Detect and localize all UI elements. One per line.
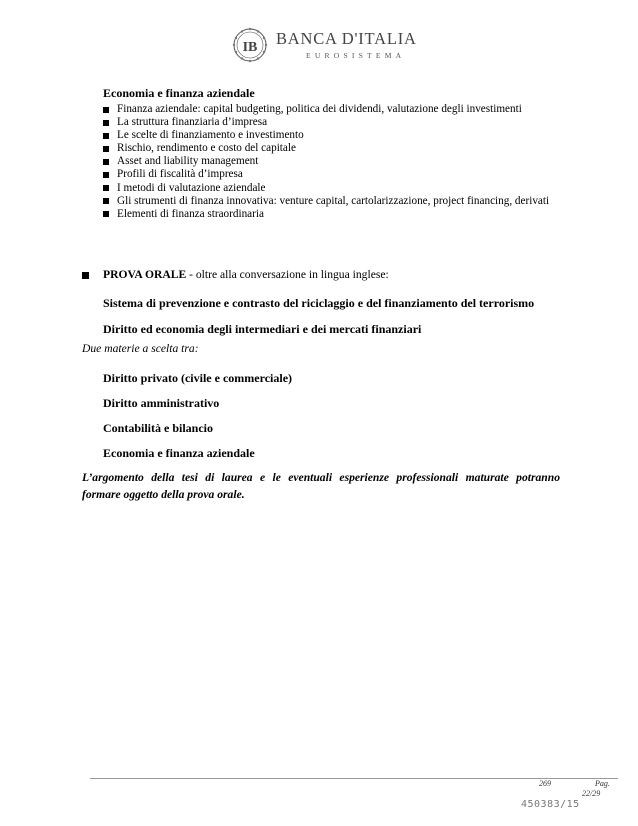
list-item: Elementi di finanza straordinaria (103, 208, 558, 221)
svg-text:IB: IB (242, 40, 258, 55)
list-item: Finanza aziendale: capital budgeting, politica dei dividendi, valutazione degli investimenti (103, 103, 558, 116)
square-bullet-icon (103, 120, 109, 126)
list-item: Rischio, rendimento e costo del capitale (103, 142, 558, 155)
square-bullet-icon (103, 172, 109, 178)
prova-orale-label: PROVA ORALE (103, 268, 187, 281)
list-item: I metodi di valutazione aziendale (103, 182, 558, 195)
list-item: Asset and liability management (103, 155, 558, 168)
page-number: 22/29 (582, 789, 601, 798)
square-bullet-icon (103, 211, 109, 217)
banca-italia-seal-icon (232, 25, 268, 65)
square-bullet-icon (103, 198, 109, 204)
footer-number: 269 (539, 779, 551, 788)
scelta-intro: Due materie a scelta tra: (82, 342, 199, 355)
section-title: Economia e finanza aziendale (103, 86, 255, 100)
page-label: Pag. (595, 779, 610, 788)
list-item: Gli strumenti di finanza innovativa: venture capital, cartolarizzazione, project financing, derivati (103, 195, 558, 208)
topic-list (103, 103, 558, 221)
square-bullet-icon (103, 133, 109, 139)
brand-name: BANCA D'ITALIA (276, 29, 417, 48)
closing-note: L’argomento della tesi di laurea e le eventuali esperienze professionali maturate potranno formare oggetto della prova orale. (82, 471, 560, 501)
prova-orale-text: - oltre alla conversazione in lingua inglese: (186, 268, 389, 281)
square-bullet-icon (103, 107, 109, 113)
square-bullet-icon (103, 159, 109, 165)
subject-heading: Contabilità e bilancio (103, 421, 214, 435)
square-bullet-icon (82, 272, 89, 279)
document-code: 450383/15 (521, 799, 580, 810)
subject-heading: Sistema di prevenzione e contrasto del riciclaggio e del finanziamento del terrorismo (103, 296, 535, 310)
header-logo (232, 25, 422, 65)
list-item: Le scelte di finanziamento e investimento (103, 129, 558, 142)
subject-heading: Diritto ed economia degli intermediari e dei mercati finanziari (103, 322, 422, 336)
subject-heading: Diritto privato (civile e commerciale) (103, 371, 293, 385)
square-bullet-icon (103, 185, 109, 191)
brand-subtitle: EUROSISTEMA (306, 51, 406, 60)
square-bullet-icon (103, 146, 109, 152)
subject-heading: Economia e finanza aziendale (103, 446, 255, 460)
list-item: La struttura finanziaria d’impresa (103, 116, 558, 129)
subject-heading: Diritto amministrativo (103, 396, 220, 410)
list-item: Profili di fiscalità d’impresa (103, 168, 558, 181)
